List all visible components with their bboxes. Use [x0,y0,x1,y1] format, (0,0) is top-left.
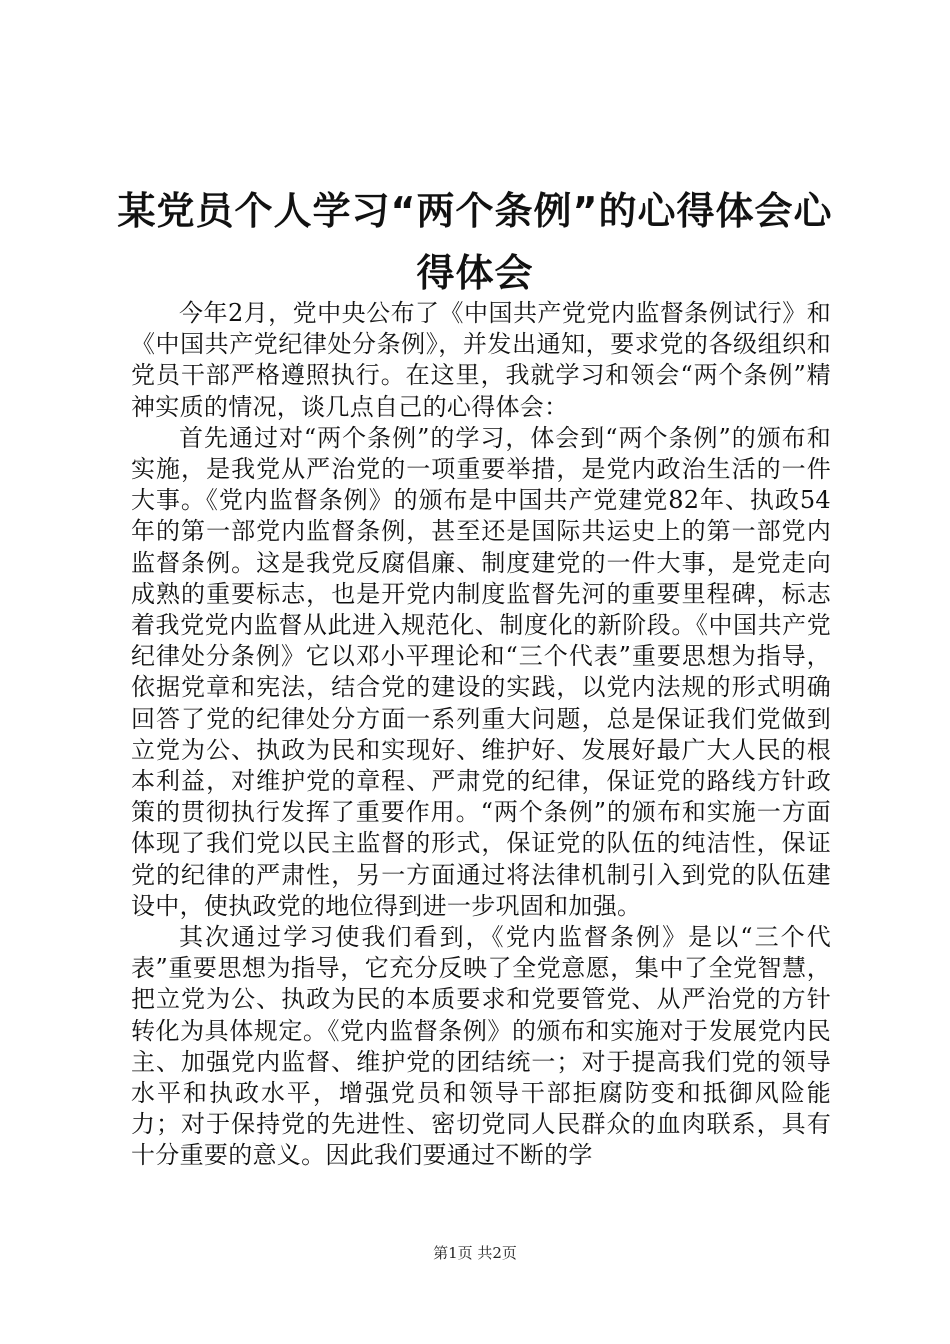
document-body [131,298,831,1172]
paragraph-2: 首先通过对“两个条例”的学习，体会到“两个条例”的颁布和实施，是我党从严治党的一项重要举措，是党内政治生活的一件大事。《党内监督条例》的颁布是中国共产党建党82年、执政54年的第一部党内监督条例，甚至还是国际共运史上的第一部党内监督条例。这是我党反腐倡廉、制度建党的一件大事，是党走向成熟的重要标志，也是开党内制度监督先河的重要里程碑，标志着我党党内监督从此进入规范化、制度化的新阶段。《中国共产党纪律处分条例》它以邓小平理论和“三个代表”重要思想为指导，依据党章和宪法，结合党的建设的实践，以党内法规的形式明确回答了党的纪律处分方面一系列重大问题，总是保证我们党做到立党为公、执政为民和实现好、维护好、发展好最广大人民的根本利益，对维护党的章程、严肃党的纪律，保证党的路线方针政策的贯彻执行发挥了重要作用。“两个条例”的颁布和实施一方面体现了我们党以民主监督的形式，保证党的队伍的纯洁性，保证党的纪律的严肃性，另一方面通过将法律机制引入到党的队伍建设中，使执政党的地位得到进一步巩固和加强。 [131,423,831,920]
paragraph-3: 其次通过学习使我们看到，《党内监督条例》是以“三个代表”重要思想为指导，它充分反映了全党意愿，集中了全党智慧，把立党为公、执政为民的本质要求和党要管党、从严治党的方针转化为具体规定。《党内监督条例》的颁布和实施对于发展党内民主、加强党内监督、维护党的团结统一；对于提高我们党的领导水平和执政水平，增强党员和领导干部拒腐防变和抵御风险能力；对于保持党的先进性、密切党同人民群众的血肉联系，具有十分重要的意义。因此我们要通过不断的学 [131,923,831,1170]
page-footer: 第1页 共2页 [433,1244,517,1262]
document-title: 某党员个人学习“两个条例”的心得体会心得体会 [117,189,833,295]
paragraph-1: 今年2月，党中央公布了《中国共产党党内监督条例试行》和《中国共产党纪律处分条例》，并发出通知，要求党的各级组织和党员干部严格遵照执行。在这里，我就学习和领会“两个条例”精神实质的情况，谈几点自己的心得体会： [131,299,831,421]
